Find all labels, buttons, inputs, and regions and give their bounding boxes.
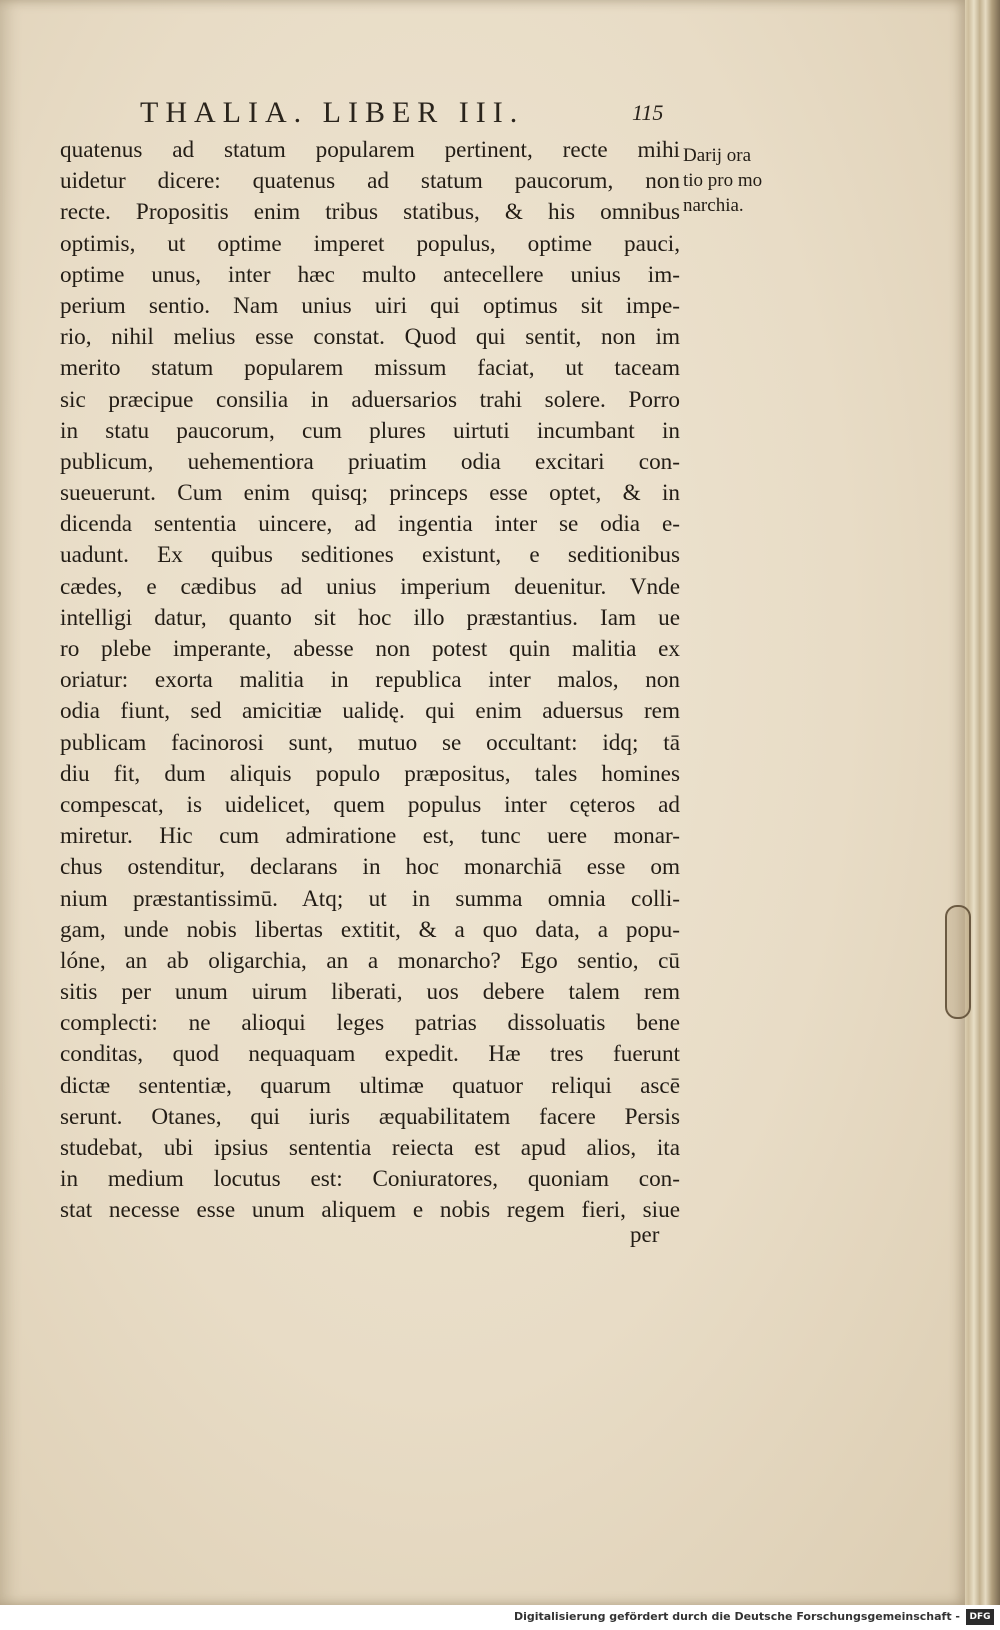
text-line: ro plebe imperante, abesse non potest quin malitia ex — [60, 636, 680, 662]
body-text — [60, 135, 680, 1227]
text-line: publicam facinorosi sunt, mutuo se occultant: idq; tā — [60, 729, 680, 756]
marginal-note-line: narchia. — [683, 195, 744, 216]
clasp-mark-icon — [945, 905, 971, 1019]
text-line: nium præstantissimū. Atq; ut in summa omnia colli- — [60, 885, 680, 912]
text-line: uidetur dicere: quatenus ad statum paucorum, non — [60, 168, 680, 195]
text-line: rio, nihil melius esse constat. Quod qui sentit, non im — [60, 324, 680, 351]
text-line: uadunt. Ex quibus seditiones existunt, e seditionibus — [60, 542, 680, 569]
text-line: optimis, ut optime imperet populus, optime pauci, — [60, 230, 680, 257]
text-line: in medium locutus est: Coniuratores, quoniam con- — [60, 1166, 680, 1193]
dfg-logo-icon: DFG — [966, 1609, 994, 1625]
folio-number: 115 — [632, 100, 664, 125]
text-line: sic præcipue consilia in aduersarios trahi solere. Porro — [60, 386, 680, 413]
digitization-banner — [0, 1605, 1000, 1630]
text-line: gam, unde nobis libertas extitit, & a quo data, a popu- — [60, 916, 680, 943]
text-line: miretur. Hic cum admiratione est, tunc uere monar- — [60, 823, 680, 850]
text-line: sitis per unum uirum liberati, uos debere talem rem — [60, 979, 680, 1006]
marginal-note — [683, 143, 803, 218]
text-line: in statu paucorum, cum plures uirtuti incumbant in — [60, 417, 680, 444]
marginal-note-line: Darij ora — [683, 145, 752, 166]
text-line: stat necesse esse unum aliquem e nobis regem fieri, siue — [60, 1197, 680, 1224]
text-line: conditas, quod nequaquam expedit. Hæ tres fuerunt — [60, 1041, 680, 1068]
text-line: publicum, uehementiora priuatim odia excitari con- — [60, 448, 680, 475]
text-line: studebat, ubi ipsius sententia reiecta est apud alios, ita — [60, 1135, 680, 1161]
text-line: complecti: ne alioqui leges patrias dissoluatis bene — [60, 1010, 680, 1037]
text-line: dicenda sententia uincere, ad ingentia inter se odia e- — [60, 511, 680, 538]
text-line: lóne, an ab oligarchia, an a monarcho? Ego sentio, cū — [60, 947, 680, 974]
text-line: quatenus ad statum popularem pertinent, recte mihi — [60, 137, 680, 163]
running-head — [0, 96, 965, 136]
text-line: oriatur: exorta malitia in republica inter malos, non — [60, 667, 680, 694]
text-line: odia fiunt, sed amicitiæ ualidę. qui enim aduersus rem — [60, 698, 680, 725]
text-line: optime unus, inter hæc multo antecellere unius im- — [60, 261, 680, 288]
text-line: dictæ sententiæ, quarum ultimæ quatuor reliqui ascē — [60, 1072, 680, 1099]
text-line: cædes, e cædibus ad unius imperium deuenitur. Vnde — [60, 573, 680, 600]
text-line: compescat, is uidelicet, quem populus inter cęteros ad — [60, 791, 680, 818]
text-line: serunt. Otanes, qui iuris æquabilitatem facere Persis — [60, 1103, 680, 1130]
text-line: perium sentio. Nam unius uiri qui optimus sit impe- — [60, 292, 680, 319]
catchword: per — [630, 1222, 660, 1247]
running-title: THALIA. LIBER III. — [140, 96, 525, 129]
text-line: sueuerunt. Cum enim quisq; princeps esse optet, & in — [60, 480, 680, 507]
text-line: diu fit, dum aliquis populo præpositus, tales homines — [60, 760, 680, 787]
text-line: chus ostenditur, declarans in hoc monarchiā esse om — [60, 854, 680, 881]
dfg-credit: Digitalisierung gefördert durch die Deutsche Forschungsgemeinschaft - — [513, 1610, 960, 1623]
marginal-note-line: tio pro mo — [683, 170, 763, 191]
text-line: merito statum popularem missum faciat, ut taceam — [60, 355, 680, 382]
text-line: recte. Propositis enim tribus statibus, & his omnibus — [60, 199, 680, 226]
text-line: intelligi datur, quanto sit hoc illo præstantius. Iam ue — [60, 604, 680, 631]
